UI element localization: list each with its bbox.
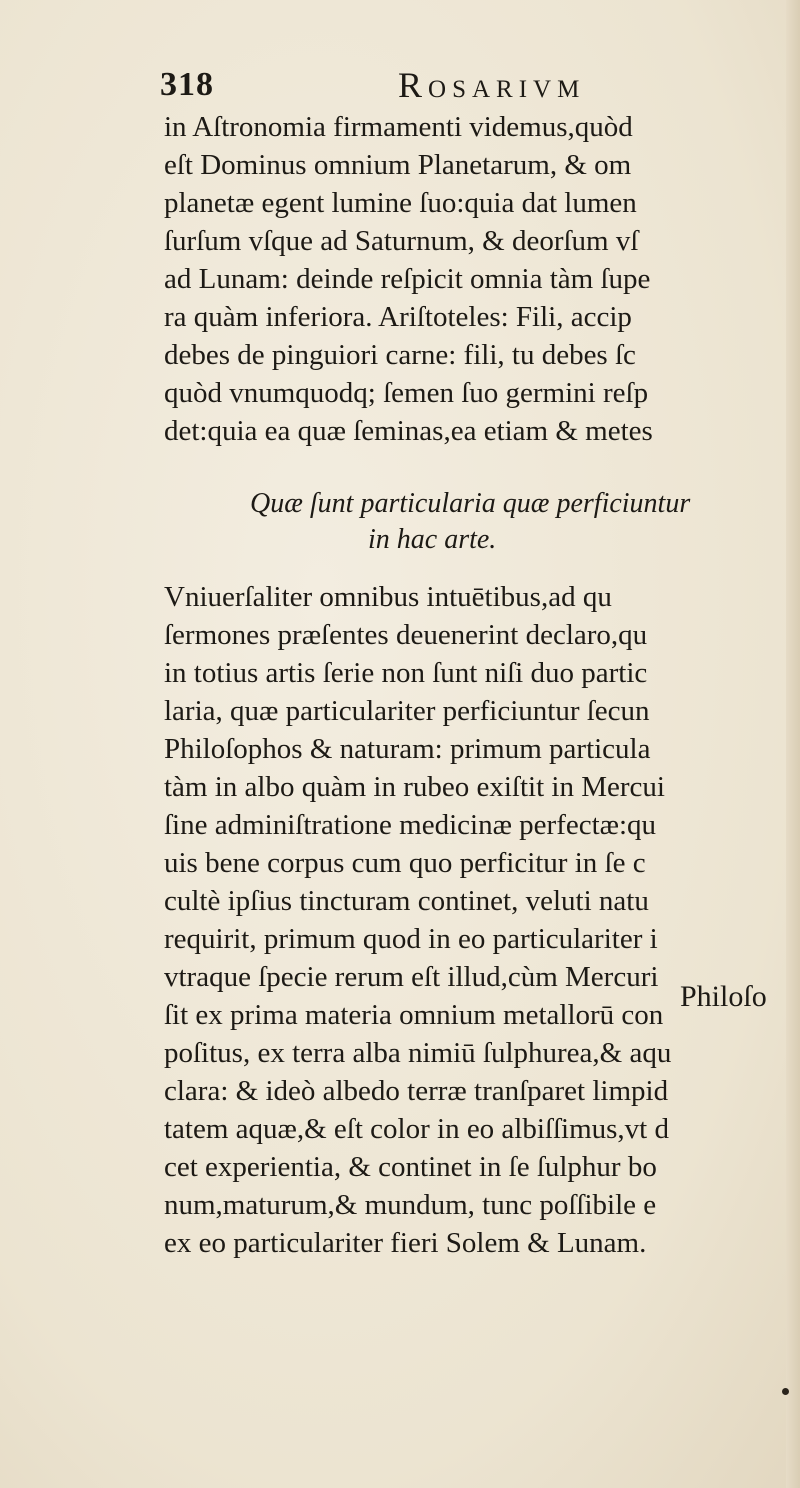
text-line: ad Lunam: deinde reſpicit omnia tàm ſupe	[164, 263, 651, 295]
text-line: Philoſophos & naturam: primum particula	[164, 733, 651, 765]
catchword: Philoſo	[680, 980, 767, 1013]
text-line: clara: & ideò albedo terræ tranſparet limpid	[164, 1075, 669, 1107]
text-line: poſitus, ex terra alba nimiū ſulphurea,& aqu	[164, 1037, 672, 1069]
text-line: ſine adminiſtratione medicinæ perfectæ:qu	[164, 809, 657, 841]
page-header	[160, 64, 720, 104]
text-line: det:quia ea quæ ſeminas,ea etiam & metes	[164, 415, 653, 447]
text-line: Vniuerſaliter omnibus intuētibus,ad qu	[164, 581, 612, 613]
paragraph-1	[164, 108, 794, 450]
text-line: ſit ex prima materia omnium metallorū con	[164, 999, 664, 1031]
heading-line: in hac arte.	[368, 524, 497, 555]
text-line: cet experientia, & continet in ſe ſulphur bo	[164, 1151, 657, 1183]
text-line: eſt Dominus omnium Planetarum, & om	[164, 149, 632, 181]
section-heading	[250, 486, 790, 558]
text-line: vtraque ſpecie rerum eſt illud,cùm Mercuri	[164, 961, 659, 993]
text-line: num,maturum,& mundum, tunc poſſibile e	[164, 1189, 657, 1221]
text-line: in Aſtronomia firmamenti videmus,quòd	[164, 111, 633, 143]
text-line: planetæ egent lumine ſuo:quia dat lumen	[164, 187, 637, 219]
ink-dot	[782, 1388, 789, 1395]
text-line: tatem aquæ,& eſt color in eo albiſſimus,vt d	[164, 1113, 669, 1145]
text-line: uis bene corpus cum quo perficitur in ſe c	[164, 847, 646, 879]
text-line: ſurſum vſque ad Saturnum, & deorſum vſ	[164, 225, 639, 257]
page-number: 318	[160, 66, 214, 103]
text-line: ſermones præſentes deuenerint declaro,qu	[164, 619, 648, 651]
paragraph-2	[164, 578, 794, 1262]
text-line: quòd vnumquodq; ſemen ſuo germini reſp	[164, 377, 649, 409]
text-line: in totius artis ſerie non ſunt niſi duo partic	[164, 657, 648, 689]
text-line: cultè ipſius tincturam continet, veluti natu	[164, 885, 649, 917]
running-head: Rosarivm	[398, 65, 586, 105]
heading-line: Quæ ſunt particularia quæ perficiuntur	[250, 488, 691, 519]
text-line: tàm in albo quàm in rubeo exiſtit in Mercui	[164, 771, 665, 803]
text-line: ra quàm inferiora. Ariſtoteles: Fili, accip	[164, 301, 632, 333]
text-line: ex eo particulariter fieri Solem & Lunam.	[164, 1227, 647, 1259]
text-line: requirit, primum quod in eo particulariter i	[164, 923, 658, 955]
text-line: laria, quæ particulariter perficiuntur ſecun	[164, 695, 650, 727]
text-line: debes de pinguiori carne: fili, tu debes ſc	[164, 339, 636, 371]
